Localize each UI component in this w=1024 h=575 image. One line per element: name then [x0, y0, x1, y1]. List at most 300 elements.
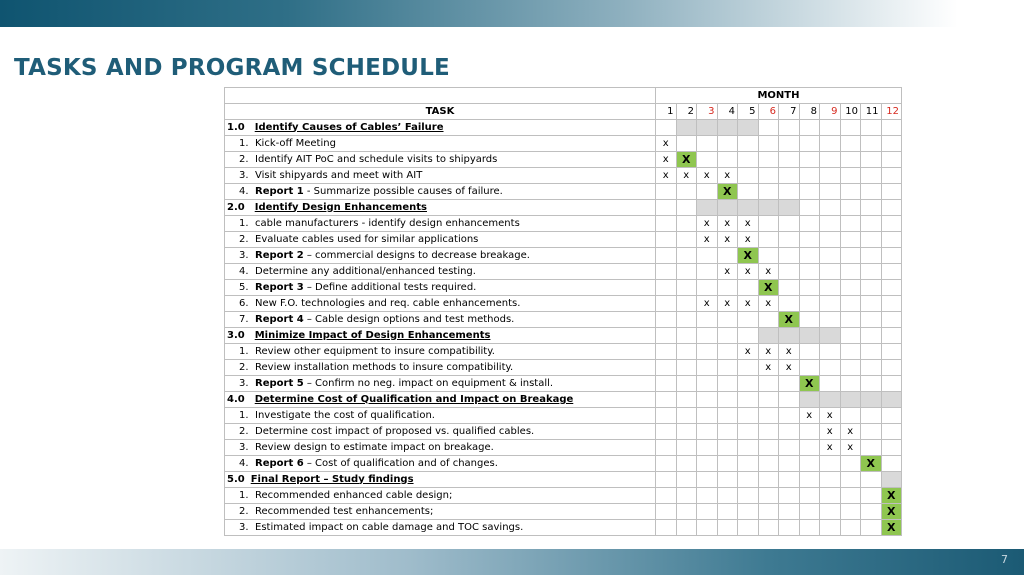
task-title: Identify AIT PoC and schedule visits to shipyards: [255, 153, 498, 165]
empty-month-cell: [861, 360, 882, 376]
empty-month-cell: [738, 360, 759, 376]
empty-month-cell: [758, 136, 779, 152]
report-label: Report 4: [255, 313, 304, 325]
empty-month-cell: [820, 136, 841, 152]
task-row: [225, 360, 902, 376]
empty-month-cell: [881, 312, 902, 328]
task-title-cell: [225, 136, 656, 152]
task-row: [225, 136, 902, 152]
empty-month-cell: [779, 456, 800, 472]
page-number: 7: [1001, 553, 1008, 566]
task-title: Review installation methods to insure compatibility.: [255, 361, 514, 373]
section-month-cell: [676, 328, 697, 344]
activity-cell: x: [820, 424, 841, 440]
activity-cell: x: [758, 296, 779, 312]
empty-month-cell: [656, 488, 677, 504]
empty-month-cell: [820, 344, 841, 360]
month-number: 4: [717, 104, 738, 120]
empty-month-cell: [779, 248, 800, 264]
empty-month-cell: [676, 296, 697, 312]
empty-month-cell: [676, 440, 697, 456]
task-title: Review other equipment to insure compatibility.: [255, 345, 495, 357]
empty-month-cell: [738, 488, 759, 504]
empty-month-cell: [697, 312, 718, 328]
task-title-cell: [225, 520, 656, 536]
activity-cell: x: [717, 296, 738, 312]
empty-month-cell: [820, 296, 841, 312]
empty-month-cell: [799, 136, 820, 152]
section-title: Determine Cost of Qualification and Impact on Breakage: [254, 393, 574, 405]
empty-month-cell: [656, 504, 677, 520]
empty-month-cell: [881, 216, 902, 232]
empty-month-cell: [881, 456, 902, 472]
empty-month-cell: [676, 520, 697, 536]
empty-month-cell: [717, 504, 738, 520]
task-row: [225, 344, 902, 360]
empty-month-cell: [881, 248, 902, 264]
section-month-cell: [656, 200, 677, 216]
empty-month-cell: [799, 152, 820, 168]
empty-month-cell: [840, 136, 861, 152]
month-number: 2: [676, 104, 697, 120]
empty-month-cell: [738, 504, 759, 520]
empty-month-cell: [656, 344, 677, 360]
empty-month-cell: [717, 312, 738, 328]
report-label: Report 3: [255, 281, 304, 293]
empty-month-cell: [840, 296, 861, 312]
report-label: Report 1: [255, 185, 304, 197]
section-month-cell: [717, 392, 738, 408]
task-row: [225, 376, 902, 392]
empty-month-cell: [861, 280, 882, 296]
empty-month-cell: [717, 344, 738, 360]
empty-month-cell: [799, 456, 820, 472]
empty-month-cell: [840, 264, 861, 280]
task-title-cell: [225, 216, 656, 232]
empty-month-cell: [717, 408, 738, 424]
empty-month-cell: [697, 360, 718, 376]
section-row: [225, 472, 902, 488]
task-title: Determine any additional/enhanced testing.: [255, 265, 476, 277]
empty-month-cell: [779, 264, 800, 280]
section-month-cell: [820, 120, 841, 136]
section-month-cell: [779, 120, 800, 136]
empty-month-cell: [697, 280, 718, 296]
empty-month-cell: [881, 440, 902, 456]
empty-month-cell: [758, 408, 779, 424]
section-month-cell: [840, 472, 861, 488]
section-title: Minimize Impact of Design Enhancements: [254, 329, 491, 341]
section-month-cell: [697, 200, 718, 216]
empty-month-cell: [779, 408, 800, 424]
empty-month-cell: [779, 440, 800, 456]
empty-month-cell: [861, 344, 882, 360]
empty-month-cell: [717, 360, 738, 376]
empty-month-cell: [738, 136, 759, 152]
task-title: – commercial designs to decrease breakage.: [303, 249, 530, 261]
empty-month-cell: [676, 248, 697, 264]
activity-cell: x: [779, 344, 800, 360]
empty-month-cell: [861, 216, 882, 232]
activity-cell: x: [697, 232, 718, 248]
empty-month-cell: [717, 280, 738, 296]
empty-month-cell: [758, 488, 779, 504]
task-title-cell: [225, 168, 656, 184]
empty-month-cell: [881, 408, 902, 424]
empty-month-cell: [840, 456, 861, 472]
task-number: 2.: [239, 153, 249, 165]
month-header: MONTH: [656, 88, 902, 104]
empty-month-cell: [840, 344, 861, 360]
empty-month-cell: [676, 280, 697, 296]
task-row: [225, 248, 902, 264]
milestone-cell: X: [799, 376, 820, 392]
section-month-cell: [799, 328, 820, 344]
task-title: – Cost of qualification and of changes.: [303, 457, 498, 469]
section-month-cell: [656, 328, 677, 344]
empty-month-cell: [861, 424, 882, 440]
empty-month-cell: [820, 488, 841, 504]
section-month-cell: [861, 472, 882, 488]
task-row: [225, 504, 902, 520]
task-title-cell: [225, 408, 656, 424]
activity-cell: x: [676, 168, 697, 184]
milestone-cell: X: [676, 152, 697, 168]
activity-cell: x: [697, 216, 718, 232]
milestone-cell: X: [861, 456, 882, 472]
empty-month-cell: [820, 184, 841, 200]
empty-month-cell: [697, 520, 718, 536]
task-title: Estimated impact on cable damage and TOC savings.: [255, 521, 524, 533]
milestone-cell: X: [881, 520, 902, 536]
section-month-cell: [820, 472, 841, 488]
empty-month-cell: [676, 344, 697, 360]
empty-month-cell: [738, 408, 759, 424]
empty-month-cell: [799, 280, 820, 296]
empty-month-cell: [840, 488, 861, 504]
task-row: [225, 296, 902, 312]
empty-month-cell: [779, 184, 800, 200]
section-month-cell: [820, 328, 841, 344]
task-row: [225, 520, 902, 536]
task-title: New F.O. technologies and req. cable enhancements.: [255, 297, 521, 309]
activity-cell: x: [758, 360, 779, 376]
activity-cell: x: [738, 216, 759, 232]
page-title: TASKS AND PROGRAM SCHEDULE: [14, 55, 450, 81]
empty-month-cell: [697, 440, 718, 456]
empty-month-cell: [861, 488, 882, 504]
task-title-cell: [225, 296, 656, 312]
empty-month-cell: [738, 440, 759, 456]
section-month-cell: [799, 120, 820, 136]
empty-month-cell: [656, 312, 677, 328]
task-title-cell: [225, 488, 656, 504]
task-title-cell: [225, 456, 656, 472]
section-title-cell: [225, 120, 656, 136]
empty-month-cell: [758, 248, 779, 264]
task-number: 2.: [239, 233, 249, 245]
section-month-cell: [717, 200, 738, 216]
task-number: 5.: [239, 281, 249, 293]
empty-month-cell: [799, 440, 820, 456]
section-month-cell: [840, 200, 861, 216]
task-row: [225, 312, 902, 328]
empty-month-cell: [758, 424, 779, 440]
section-month-cell: [881, 200, 902, 216]
task-number: 3.: [239, 377, 249, 389]
section-month-cell: [656, 120, 677, 136]
empty-month-cell: [738, 520, 759, 536]
empty-month-cell: [717, 520, 738, 536]
empty-month-cell: [779, 504, 800, 520]
empty-month-cell: [717, 456, 738, 472]
empty-month-cell: [779, 376, 800, 392]
section-month-cell: [861, 200, 882, 216]
empty-month-cell: [656, 232, 677, 248]
section-month-cell: [738, 392, 759, 408]
empty-month-cell: [779, 488, 800, 504]
empty-month-cell: [820, 376, 841, 392]
section-row: [225, 120, 902, 136]
empty-month-cell: [779, 424, 800, 440]
empty-month-cell: [758, 440, 779, 456]
empty-month-cell: [861, 296, 882, 312]
empty-month-cell: [656, 264, 677, 280]
task-row: [225, 152, 902, 168]
empty-month-cell: [697, 152, 718, 168]
bottom-gradient-bar: [0, 549, 1024, 575]
task-number: 1.: [239, 137, 249, 149]
empty-month-cell: [881, 232, 902, 248]
section-month-cell: [779, 472, 800, 488]
empty-month-cell: [820, 312, 841, 328]
empty-month-cell: [820, 216, 841, 232]
task-number: 2.: [239, 361, 249, 373]
milestone-cell: X: [881, 504, 902, 520]
task-title: Review design to estimate impact on breakage.: [255, 441, 494, 453]
empty-month-cell: [758, 376, 779, 392]
section-month-cell: [820, 200, 841, 216]
task-row: [225, 264, 902, 280]
activity-cell: x: [758, 344, 779, 360]
empty-month-cell: [676, 264, 697, 280]
task-title: Evaluate cables used for similar applications: [255, 233, 479, 245]
task-title-cell: [225, 376, 656, 392]
empty-month-cell: [881, 344, 902, 360]
milestone-cell: X: [717, 184, 738, 200]
task-title-cell: [225, 360, 656, 376]
empty-month-cell: [676, 184, 697, 200]
empty-month-cell: [697, 424, 718, 440]
task-number: 3.: [239, 169, 249, 181]
empty-month-cell: [676, 408, 697, 424]
task-number: 4.: [239, 185, 249, 197]
empty-month-cell: [820, 360, 841, 376]
empty-month-cell: [881, 296, 902, 312]
top-gradient-bar: [0, 0, 958, 27]
empty-month-cell: [820, 520, 841, 536]
activity-cell: x: [656, 136, 677, 152]
empty-month-cell: [676, 456, 697, 472]
activity-cell: x: [717, 232, 738, 248]
section-month-cell: [717, 472, 738, 488]
report-label: Report 6: [255, 457, 304, 469]
empty-month-cell: [799, 232, 820, 248]
empty-month-cell: [820, 264, 841, 280]
task-number: 1.: [239, 409, 249, 421]
section-title-cell: [225, 200, 656, 216]
section-month-cell: [779, 392, 800, 408]
activity-cell: x: [820, 440, 841, 456]
task-row: [225, 184, 902, 200]
section-row: [225, 200, 902, 216]
task-title-cell: [225, 184, 656, 200]
task-row: [225, 216, 902, 232]
empty-month-cell: [656, 408, 677, 424]
empty-month-cell: [717, 248, 738, 264]
empty-month-cell: [697, 376, 718, 392]
section-number: 3.0: [227, 329, 245, 341]
empty-month-cell: [881, 184, 902, 200]
empty-month-cell: [758, 520, 779, 536]
empty-month-cell: [861, 136, 882, 152]
empty-month-cell: [697, 408, 718, 424]
activity-cell: x: [697, 168, 718, 184]
task-title-cell: [225, 232, 656, 248]
empty-month-cell: [881, 424, 902, 440]
section-number: 4.0: [227, 393, 245, 405]
empty-month-cell: [820, 504, 841, 520]
empty-month-cell: [717, 152, 738, 168]
task-title-cell: [225, 280, 656, 296]
task-title: Recommended enhanced cable design;: [255, 489, 453, 501]
empty-month-cell: [697, 264, 718, 280]
section-month-cell: [697, 328, 718, 344]
task-row: [225, 232, 902, 248]
task-title-cell: [225, 424, 656, 440]
section-month-cell: [779, 328, 800, 344]
empty-month-cell: [758, 504, 779, 520]
section-month-cell: [697, 120, 718, 136]
empty-month-cell: [820, 168, 841, 184]
section-month-cell: [717, 120, 738, 136]
task-header: TASK: [225, 104, 656, 120]
section-month-cell: [758, 472, 779, 488]
empty-month-cell: [758, 184, 779, 200]
empty-month-cell: [656, 360, 677, 376]
section-month-cell: [799, 200, 820, 216]
empty-month-cell: [779, 520, 800, 536]
empty-month-cell: [840, 152, 861, 168]
empty-month-cell: [656, 280, 677, 296]
empty-month-cell: [717, 376, 738, 392]
empty-month-cell: [799, 504, 820, 520]
section-number: 5.0: [227, 473, 245, 485]
section-month-cell: [697, 472, 718, 488]
task-row: [225, 440, 902, 456]
empty-month-cell: [697, 136, 718, 152]
section-month-cell: [697, 392, 718, 408]
empty-month-cell: [840, 520, 861, 536]
empty-month-cell: [861, 504, 882, 520]
empty-month-cell: [861, 184, 882, 200]
empty-month-cell: [758, 312, 779, 328]
empty-month-cell: [881, 360, 902, 376]
empty-month-cell: [799, 216, 820, 232]
month-number-row: [225, 104, 902, 120]
task-number: 2.: [239, 425, 249, 437]
month-number: 9: [820, 104, 841, 120]
section-month-cell: [676, 200, 697, 216]
section-month-cell: [840, 120, 861, 136]
task-number: 7.: [239, 313, 249, 325]
activity-cell: x: [738, 232, 759, 248]
empty-month-cell: [738, 168, 759, 184]
empty-month-cell: [738, 424, 759, 440]
empty-month-cell: [820, 280, 841, 296]
task-number: 3.: [239, 249, 249, 261]
task-number: 3.: [239, 441, 249, 453]
section-month-cell: [738, 328, 759, 344]
milestone-cell: X: [758, 280, 779, 296]
section-month-cell: [881, 120, 902, 136]
empty-month-cell: [840, 184, 861, 200]
task-title-cell: [225, 504, 656, 520]
empty-month-cell: [840, 312, 861, 328]
empty-month-cell: [676, 376, 697, 392]
section-month-cell: [840, 392, 861, 408]
task-number: 1.: [239, 217, 249, 229]
empty-month-cell: [676, 216, 697, 232]
empty-month-cell: [779, 152, 800, 168]
section-number: 2.0: [227, 201, 245, 213]
section-month-cell: [861, 328, 882, 344]
section-month-cell: [881, 392, 902, 408]
empty-month-cell: [779, 232, 800, 248]
empty-month-cell: [717, 488, 738, 504]
task-title: – Confirm no neg. impact on equipment & install.: [303, 377, 554, 389]
task-number: 1.: [239, 489, 249, 501]
empty-month-cell: [779, 296, 800, 312]
empty-month-cell: [738, 184, 759, 200]
month-number: 5: [738, 104, 759, 120]
empty-month-cell: [738, 312, 759, 328]
schedule-table: [224, 87, 902, 536]
empty-month-cell: [779, 216, 800, 232]
task-row: [225, 424, 902, 440]
empty-month-cell: [717, 424, 738, 440]
activity-cell: x: [656, 152, 677, 168]
empty-month-cell: [697, 248, 718, 264]
empty-month-cell: [758, 168, 779, 184]
section-row: [225, 392, 902, 408]
section-month-cell: [758, 120, 779, 136]
empty-month-cell: [676, 504, 697, 520]
task-number: 3.: [239, 521, 249, 533]
month-number: 10: [840, 104, 861, 120]
section-month-cell: [779, 200, 800, 216]
empty-month-cell: [758, 152, 779, 168]
month-number: 12: [881, 104, 902, 120]
empty-month-cell: [799, 248, 820, 264]
empty-month-cell: [881, 168, 902, 184]
empty-month-cell: [738, 456, 759, 472]
empty-month-cell: [656, 296, 677, 312]
activity-cell: x: [738, 344, 759, 360]
task-title-cell: [225, 344, 656, 360]
empty-month-cell: [881, 152, 902, 168]
activity-cell: x: [799, 408, 820, 424]
